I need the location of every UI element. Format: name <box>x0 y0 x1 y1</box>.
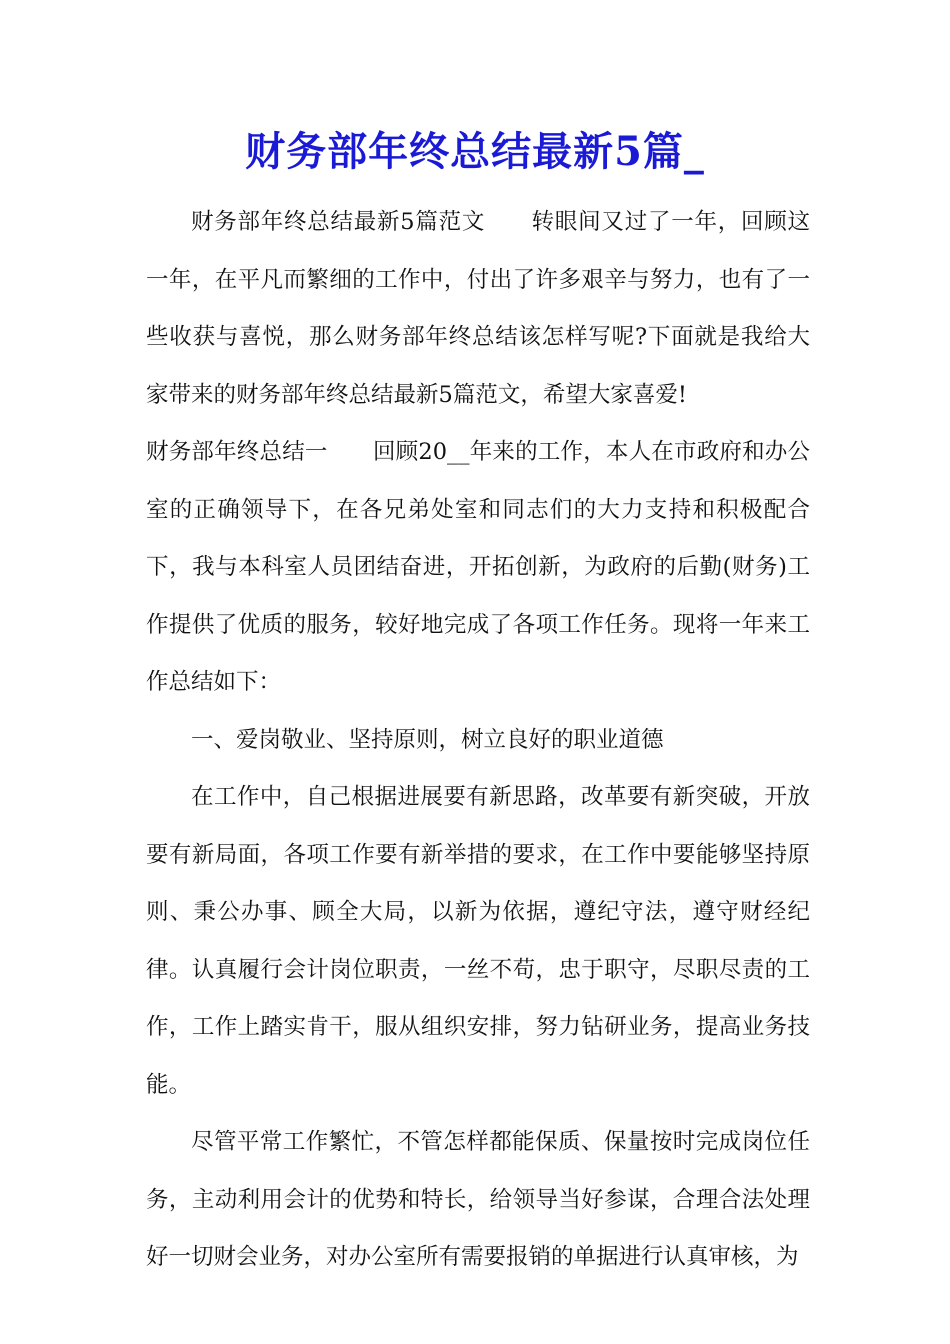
document-title: 财务部年终总结最新5篇_ <box>245 128 705 175</box>
paragraph-busy-work: 尽管平常工作繁忙，不管怎样都能保质、保量按时完成岗位任务，主动利用会计的优势和特长，给领导当好参谋，合理合法处理好一切财会业务，对办公室所有需要报销的单据进行认真审核，为 <box>146 1129 810 1270</box>
paragraph-intro: 财务部年终总结最新5篇范文 转眼间又过了一年，回顾这一年，在平凡而繁细的工作中，付出了许多艰辛与努力，也有了一些收获与喜悦，那么财务部年终总结该怎样写呢?下面就是我给大家带来的财务部年终总结最新5篇范文，希望大家喜爱! <box>146 209 810 408</box>
section-heading: 一、爱岗敬业、坚持原则，树立良好的职业道德 <box>191 726 664 753</box>
document-body <box>146 194 810 1287</box>
paragraph-section-one-intro: 财务部年终总结一 回顾20__年来的工作，本人在市政府和办公室的正确领导下，在各兄弟处室和同志们的大力支持和积极配合下，我与本科室人员团结奋进，开拓创新，为政府的后勤(财务)工作提供了优质的服务，较好地完成了各项工作任务。现将一年来工作总结如下： <box>146 439 810 695</box>
paragraph-work-principles: 在工作中，自己根据进展要有新思路，改革要有新突破，开放要有新局面，各项工作要有新举措的要求，在工作中要能够坚持原则、秉公办事、顾全大局，以新为依据，遵纪守法，遵守财经纪律。认真履行会计岗位职责，一丝不苟，忠于职守，尽职尽责的工作，工作上踏实肯干，服从组织安排，努力钻研业务，提高业务技能。 <box>146 784 810 1098</box>
